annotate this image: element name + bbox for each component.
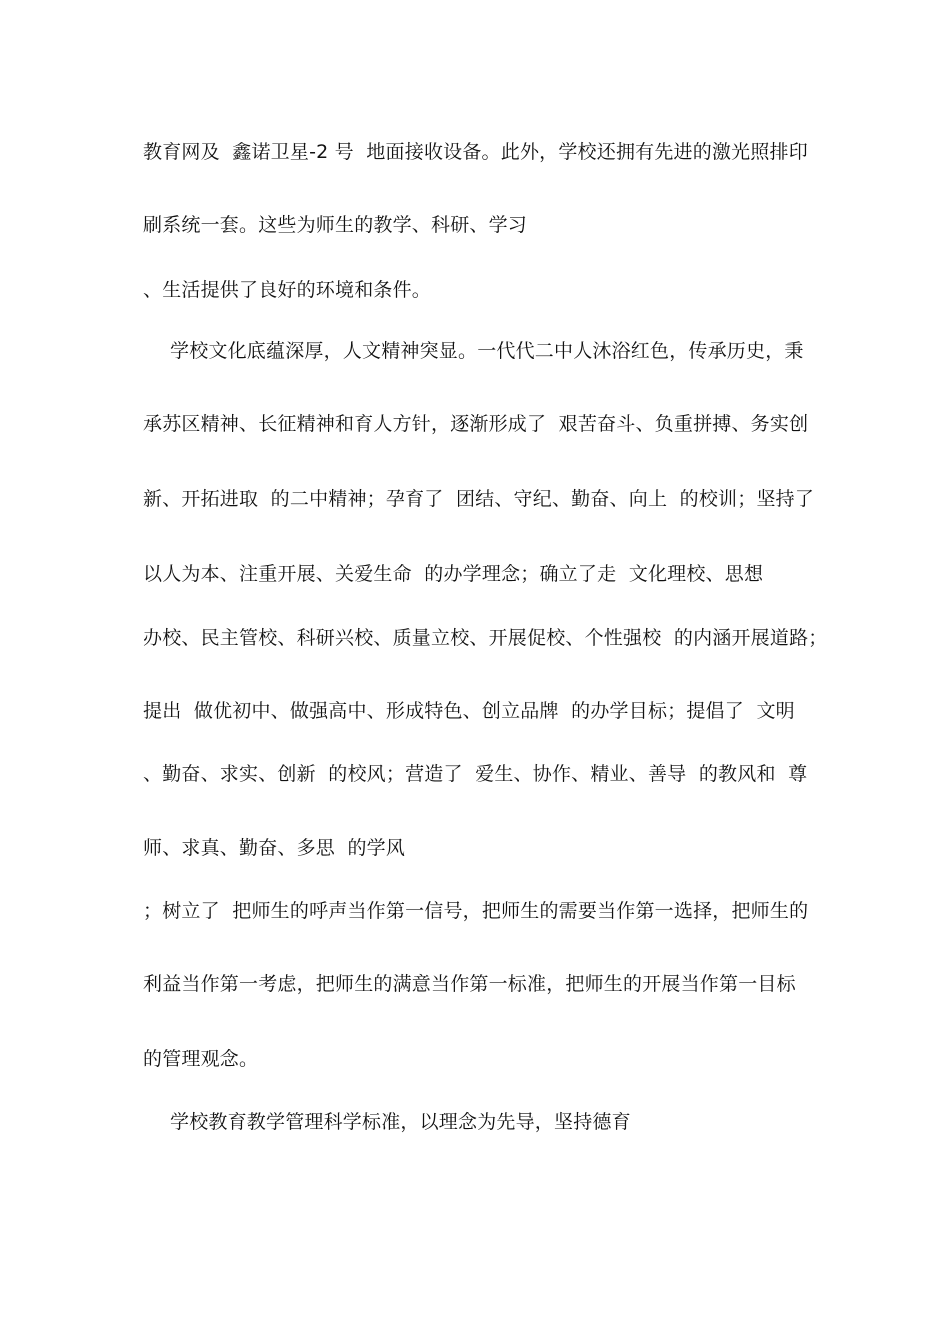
text-line: 的管理观念。 [143, 1048, 259, 1070]
text-line: 、生活提供了良好的环境和条件。 [143, 279, 432, 301]
text-line: 新、开拓进取 的二中精神；孕育了 团结、守纪、勤奋、向上 的校训；坚持了 [143, 488, 815, 510]
text-line: 、勤奋、求实、创新 的校风；营造了 爱生、协作、精业、善导 的教风和 尊 [143, 763, 808, 785]
text-line: 办校、民主管校、科研兴校、质量立校、开展促校、个性强校 的内涵开展道路； [143, 627, 828, 649]
text-line: 利益当作第一考虑，把师生的满意当作第一标准，把师生的开展当作第一目标 [143, 973, 796, 995]
paragraph-start-line: 学校文化底蕴深厚，人文精神突显。一代代二中人沐浴红色，传承历史，秉 [170, 340, 804, 362]
text-line: 刷系统一套。这些为师生的教学、科研、学习 [143, 214, 528, 236]
text-line: 师、求真、勤奋、多思 的学风 [143, 837, 406, 859]
text-line: 教育网及 鑫诺卫星-2 号 地面接收设备。此外，学校还拥有先进的激光照排印 [143, 141, 808, 163]
paragraph-start-line: 学校教育教学管理科学标准，以理念为先导，坚持德育 [170, 1111, 631, 1133]
text-line: ；树立了 把师生的呼声当作第一信号，把师生的需要当作第一选择，把师生的 [143, 900, 809, 922]
text-line: 承苏区精神、长征精神和育人方针，逐渐形成了 艰苦奋斗、负重拼搏、务实创 [143, 413, 809, 435]
text-line: 以人为本、注重开展、关爱生命 的办学理念；确立了走 文化理校、思想 [143, 563, 764, 585]
text-line: 提出 做优初中、做强高中、形成特色、创立品牌 的办学目标；提倡了 文明 [143, 700, 795, 722]
